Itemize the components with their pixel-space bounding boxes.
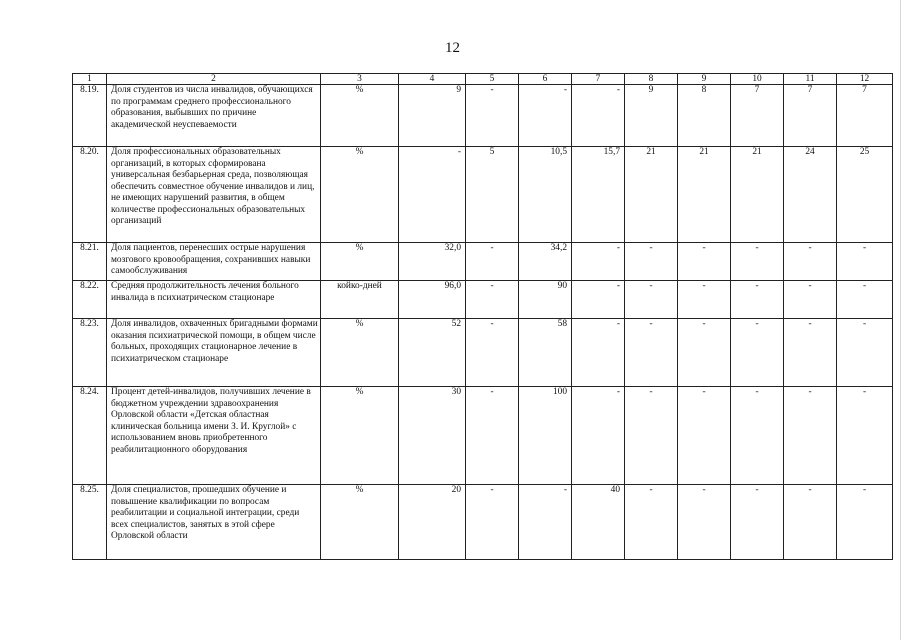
- value-col9: -: [678, 243, 731, 281]
- value-col5: -: [466, 319, 519, 387]
- row-number: 8.25.: [73, 485, 107, 560]
- value-col4: 52: [399, 319, 466, 387]
- value-col7: -: [572, 319, 625, 387]
- value-col12: -: [837, 243, 893, 281]
- value-col4: 96,0: [399, 281, 466, 319]
- value-col5: 5: [466, 147, 519, 243]
- value-col8: -: [625, 387, 678, 485]
- value-col11: -: [784, 319, 837, 387]
- value-col5: -: [466, 281, 519, 319]
- value-col5: -: [466, 85, 519, 147]
- value-col11: 7: [784, 85, 837, 147]
- value-col6: -: [519, 85, 572, 147]
- value-col9: -: [678, 387, 731, 485]
- indicator-description: Доля студентов из числа инвалидов, обучающихся по программам среднего профессионального образования, выбывших по причине академической неуспеваемости: [107, 85, 321, 147]
- value-col11: 24: [784, 147, 837, 243]
- unit-of-measure: %: [321, 85, 399, 147]
- table-row: [73, 85, 893, 147]
- value-col8: -: [625, 281, 678, 319]
- value-col10: 21: [731, 147, 784, 243]
- row-number: 8.23.: [73, 319, 107, 387]
- value-col6: 100: [519, 387, 572, 485]
- table-row: [73, 281, 893, 319]
- header-cell: 5: [466, 74, 519, 85]
- value-col9: 8: [678, 85, 731, 147]
- value-col6: 10,5: [519, 147, 572, 243]
- indicator-description: Процент детей-инвалидов, получивших лечение в бюджетном учреждении здравоохранения Орловской области «Детская областная клиническая больница имени З. И. Круглой» с использованием вновь приобретенного реабилитационного оборудования: [107, 387, 321, 485]
- value-col8: -: [625, 319, 678, 387]
- row-number: 8.22.: [73, 281, 107, 319]
- indicator-description: Средняя продолжительность лечения больного инвалида в психиатрическом стационаре: [107, 281, 321, 319]
- value-col4: -: [399, 147, 466, 243]
- value-col9: -: [678, 485, 731, 560]
- page-number: 12: [445, 40, 460, 56]
- unit-of-measure: %: [321, 243, 399, 281]
- value-col12: -: [837, 387, 893, 485]
- value-col10: -: [731, 319, 784, 387]
- table-row: [73, 387, 893, 485]
- unit-of-measure: %: [321, 147, 399, 243]
- value-col8: -: [625, 243, 678, 281]
- value-col6: 90: [519, 281, 572, 319]
- value-col7: 15,7: [572, 147, 625, 243]
- header-cell: 12: [837, 74, 893, 85]
- indicator-description: Доля специалистов, прошедших обучение и повышение квалификации по вопросам реабилитации и социальной интеграции, среди всех специалистов, занятых в этой сфере Орловской области: [107, 485, 321, 560]
- value-col4: 9: [399, 85, 466, 147]
- value-col8: 9: [625, 85, 678, 147]
- value-col12: -: [837, 319, 893, 387]
- header-cell: 6: [519, 74, 572, 85]
- value-col5: -: [466, 485, 519, 560]
- indicator-description: Доля инвалидов, охваченных бригадными формами оказания психиатрической помощи, в общем числе больных, проходящих стационарное лечение в психиатрическом стационаре: [107, 319, 321, 387]
- header-row: [73, 74, 893, 85]
- indicators-table: [72, 73, 893, 560]
- value-col7: 40: [572, 485, 625, 560]
- header-cell: 8: [625, 74, 678, 85]
- header-cell: 3: [321, 74, 399, 85]
- value-col7: -: [572, 85, 625, 147]
- row-number: 8.21.: [73, 243, 107, 281]
- value-col9: -: [678, 319, 731, 387]
- value-col5: -: [466, 243, 519, 281]
- unit-of-measure: %: [321, 319, 399, 387]
- value-col4: 30: [399, 387, 466, 485]
- value-col6: -: [519, 485, 572, 560]
- value-col8: 21: [625, 147, 678, 243]
- table-row: [73, 147, 893, 243]
- value-col12: -: [837, 281, 893, 319]
- value-col4: 32,0: [399, 243, 466, 281]
- value-col5: -: [466, 387, 519, 485]
- value-col12: 7: [837, 85, 893, 147]
- value-col7: -: [572, 243, 625, 281]
- value-col8: -: [625, 485, 678, 560]
- page-edge-line: [900, 0, 901, 640]
- value-col9: 21: [678, 147, 731, 243]
- value-col11: -: [784, 243, 837, 281]
- row-number: 8.24.: [73, 387, 107, 485]
- row-number: 8.19.: [73, 85, 107, 147]
- value-col10: -: [731, 387, 784, 485]
- value-col11: -: [784, 485, 837, 560]
- row-number: 8.20.: [73, 147, 107, 243]
- value-col12: -: [837, 485, 893, 560]
- header-cell: 1: [73, 74, 107, 85]
- header-cell: 10: [731, 74, 784, 85]
- table-row: [73, 319, 893, 387]
- value-col12: 25: [837, 147, 893, 243]
- value-col7: -: [572, 281, 625, 319]
- unit-of-measure: койко-дней: [321, 281, 399, 319]
- header-cell: 2: [107, 74, 321, 85]
- unit-of-measure: %: [321, 485, 399, 560]
- header-cell: 7: [572, 74, 625, 85]
- value-col6: 58: [519, 319, 572, 387]
- table-row: [73, 485, 893, 560]
- indicator-description: Доля профессиональных образовательных организаций, в которых сформирована универсальная безбарьерная среда, позволяющая обеспечить совместное обучение инвалидов и лиц, не имеющих нарушений развития, в общем количестве профессиональных образовательных организаций: [107, 147, 321, 243]
- value-col7: -: [572, 387, 625, 485]
- value-col9: -: [678, 281, 731, 319]
- table-row: [73, 243, 893, 281]
- value-col11: -: [784, 387, 837, 485]
- value-col10: -: [731, 485, 784, 560]
- value-col11: -: [784, 281, 837, 319]
- value-col6: 34,2: [519, 243, 572, 281]
- value-col4: 20: [399, 485, 466, 560]
- value-col10: -: [731, 281, 784, 319]
- indicator-description: Доля пациентов, перенесших острые нарушения мозгового кровообращения, сохранивших навыки самообслуживания: [107, 243, 321, 281]
- header-cell: 4: [399, 74, 466, 85]
- value-col10: -: [731, 243, 784, 281]
- value-col10: 7: [731, 85, 784, 147]
- header-cell: 9: [678, 74, 731, 85]
- unit-of-measure: %: [321, 387, 399, 485]
- header-cell: 11: [784, 74, 837, 85]
